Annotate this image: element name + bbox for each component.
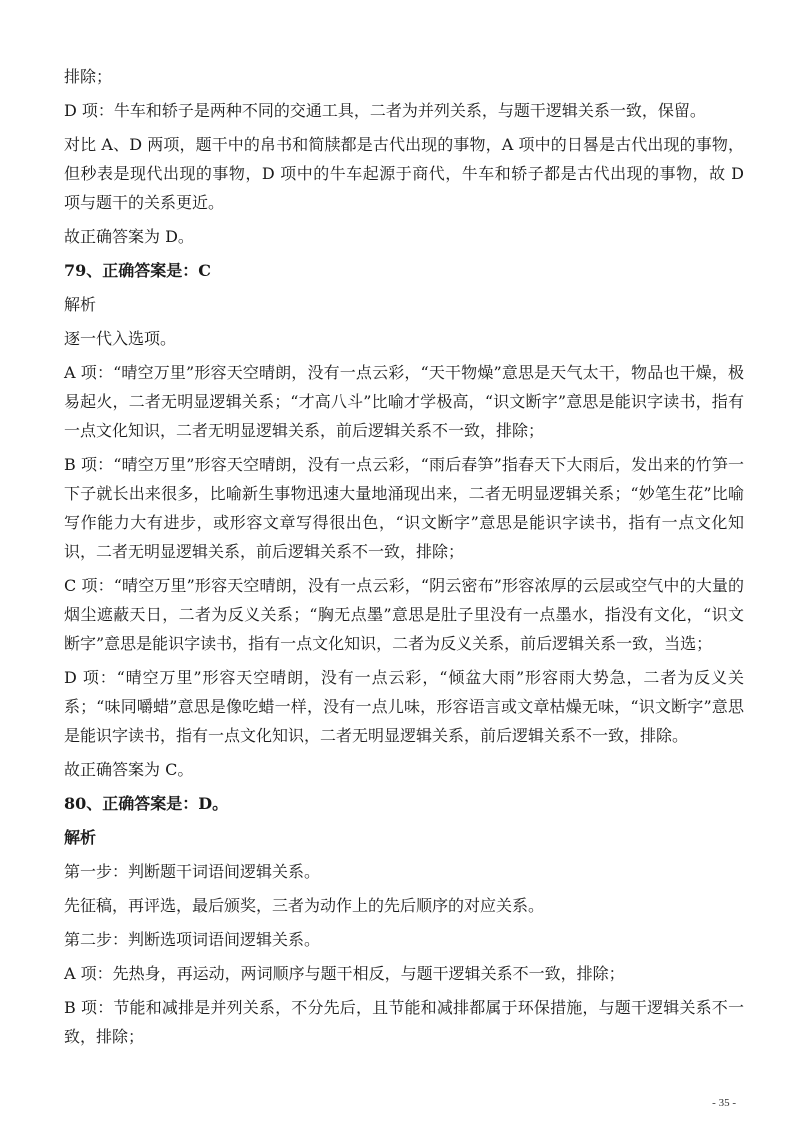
paragraph-7: 逐一代入选项。 xyxy=(64,329,177,348)
option-a-analysis-79: A 项：“晴空万里”形容天空晴朗，没有一点云彩，“天干物燥”意思是天气太干，物品也干燥，极易起火，二者无明显逻辑关系；“才高八斗”比喻才学极高，“识文断字”意思是能识字读书，指有一点文化知识，二者无明显逻辑关系，前后逻辑关系不一致，排除； xyxy=(64,363,744,440)
option-d-analysis-79: D 项：“晴空万里”形容天空晴朗，没有一点云彩，“倾盆大雨”形容雨大势急，二者为反义关系；“味同嚼蜡”意思是像吃蜡一样，没有一点儿味，形容语言或文章枯燥无味，“识文断字”意思是能识字读书，指有一点文化知识，二者无明显逻辑关系，前后逻辑关系不一致，排除。 xyxy=(64,668,744,745)
step-two-label: 第二步：判断选项词语间逻辑关系。 xyxy=(64,930,321,949)
question-79-conclusion: 故正确答案为 C。 xyxy=(64,760,194,779)
paragraph-3: 对比 A、D 两项，题干中的帛书和简牍都是古代出现的事物，A 项中的日晷是古代出现的事物，但秒表是现代出现的事物，D 项中的牛车起源于商代，牛车和轿子都是古代出现的事物，故 D 项与题干的关系更近。 xyxy=(64,135,744,212)
option-b-analysis-79: B 项：“晴空万里”形容天空晴朗，没有一点云彩，“雨后春笋”指春天下大雨后，发出来的竹笋一下子就长出来很多，比喻新生事物迅速大量地涌现出来，二者无明显逻辑关系；“妙笔生花”比喻写作能力大有进步，或形容文章写得很出色，“识文断字”意思是能识字读书，指有一点文化知识，二者无明显逻辑关系，前后逻辑关系不一致，排除； xyxy=(64,455,744,561)
question-79-analysis-label: 解析 xyxy=(64,295,97,314)
document-body xyxy=(64,62,744,1056)
option-b-analysis-80: B 项：节能和减排是并列关系，不分先后，且节能和减排都属于环保措施，与题干逻辑关系不一致，排除； xyxy=(64,998,744,1046)
paragraph-2: D 项：牛车和轿子是两种不同的交通工具，二者为并列关系，与题干逻辑关系一致，保留。 xyxy=(64,101,706,120)
option-c-analysis-79: C 项：“晴空万里”形容天空晴朗，没有一点云彩，“阴云密布”形容浓厚的云层或空气中的大量的烟尘遮蔽天日，二者为反义关系；“胸无点墨”意思是肚子里没有一点墨水，指没有文化，“识文断字”意思是能识字读书，指有一点文化知识，二者为反义关系，前后逻辑关系一致，当选； xyxy=(64,576,744,653)
step-one-label: 第一步：判断题干词语间逻辑关系。 xyxy=(64,862,321,881)
question-80-analysis-label: 解析 xyxy=(64,828,97,847)
paragraph-4: 故正确答案为 D。 xyxy=(64,227,194,246)
page-number: - 35 - xyxy=(712,1097,736,1109)
question-80-answer-heading: 80、正确答案是：D。 xyxy=(64,794,229,813)
option-a-analysis-80: A 项：先热身，再运动，两词顺序与题干相反，与题干逻辑关系不一致，排除； xyxy=(64,964,625,983)
question-79-answer-heading: 79、正确答案是：C xyxy=(64,261,212,280)
paragraph-1: 排除； xyxy=(64,67,113,86)
paragraph-16: 先征稿，再评选，最后颁奖，三者为动作上的先后顺序的对应关系。 xyxy=(64,896,545,915)
